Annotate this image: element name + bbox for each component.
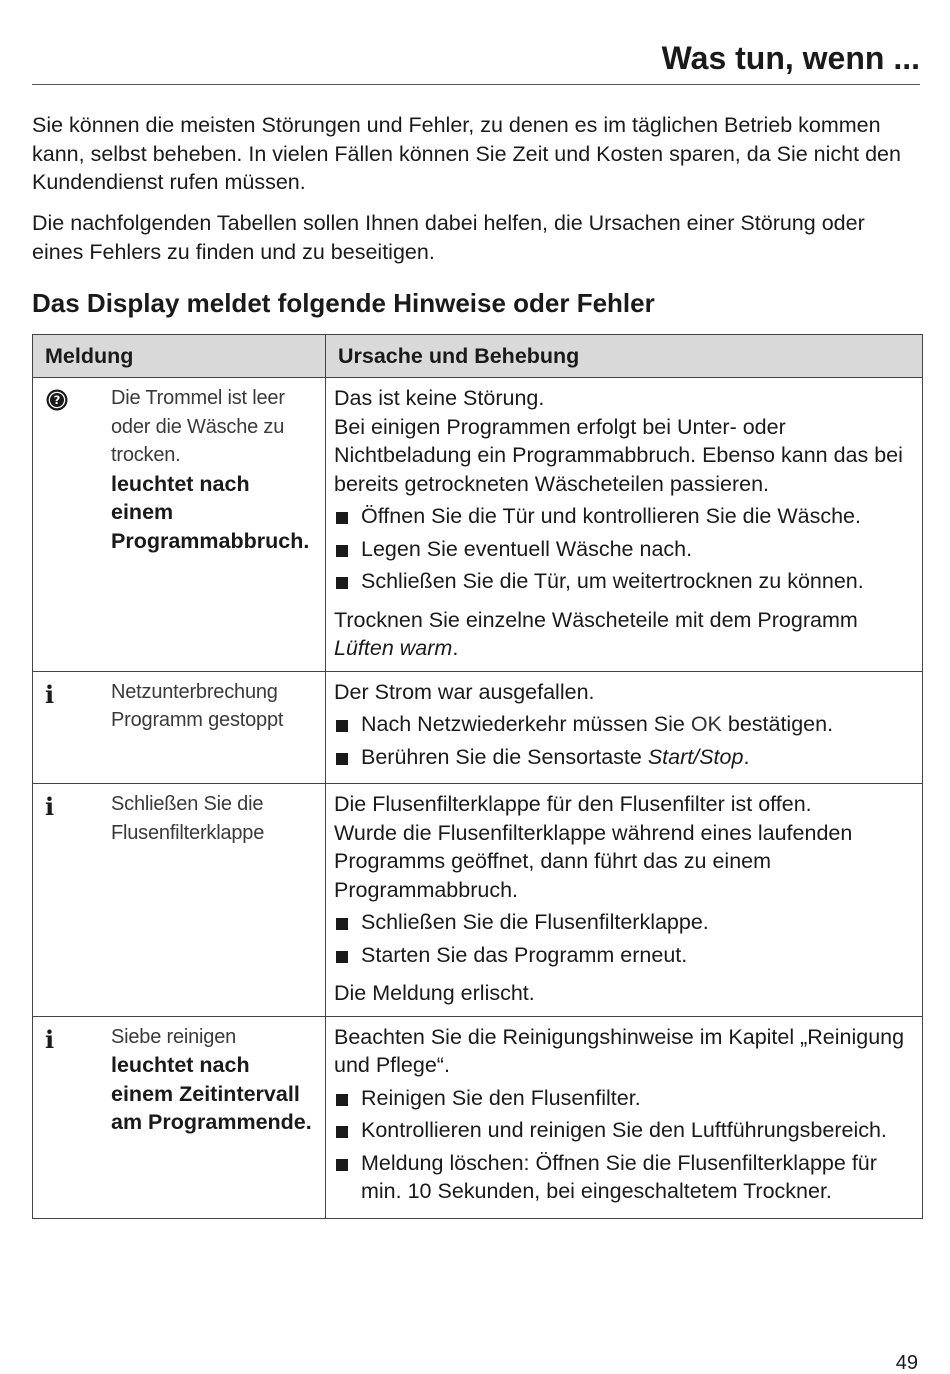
list-item: Meldung löschen: Öffnen Sie die Flusenfilterklappe für min. 10 Sekunden, bei eingeschaltetem Trockner. <box>334 1149 914 1206</box>
list-item: Berühren Sie die Sensortaste Start/Stop. <box>334 743 914 772</box>
column-header-ursache: Ursache und Behebung <box>326 335 923 378</box>
section-title: Das Display meldet folgende Hinweise oder Fehler <box>32 288 655 318</box>
list-item: Starten Sie das Programm erneut. <box>334 941 914 970</box>
table-row <box>33 671 923 784</box>
message-cell <box>33 784 326 1017</box>
error-table <box>32 334 923 1219</box>
table-row <box>33 378 923 672</box>
column-header-meldung: Meldung <box>33 335 326 378</box>
list-item: Kontrollieren und reinigen Sie den Luftführungsbereich. <box>334 1116 914 1145</box>
remedy-note: Trocknen Sie einzelne Wäscheteile mit dem Programm Lüften warm. <box>334 607 858 660</box>
display-message: Die Trommel ist leer oder die Wäsche zu trocken. <box>111 387 285 466</box>
page-title: Was tun, wenn ... <box>661 40 920 76</box>
cause-cell <box>326 1016 923 1218</box>
list-item: Schließen Sie die Tür, um weitertrocknen zu können. <box>334 567 914 596</box>
cause-text: Wurde die Flusenfilterklappe während eines laufenden Programms geöffnet, dann führt das zu einem Programmabbruch. <box>334 820 853 902</box>
cause-text: Die Flusenfilterklappe für den Flusenfilter ist offen. <box>334 792 812 816</box>
info-icon: i <box>45 679 55 709</box>
list-item: Schließen Sie die Flusenfilterklappe. <box>334 908 914 937</box>
display-message: Schließen Sie die Flusenfilterklappe <box>111 793 265 844</box>
display-message: Netzunterbrechung Programm gestoppt <box>111 680 284 731</box>
message-cell <box>33 671 326 784</box>
question-icon <box>45 388 69 412</box>
cause-text: Der Strom war ausgefallen. <box>334 679 595 704</box>
ok-key-label: OK <box>690 712 722 736</box>
table-row <box>33 784 923 1017</box>
display-message: Siebe reinigen <box>111 1025 237 1048</box>
page-number: 49 <box>895 1352 918 1374</box>
intro-paragraph-1: Sie können die meisten Störungen und Fehler, zu denen es im täglichen Betrieb kommen kann, selbst beheben. In vielen Fällen können Sie Zeit und Kosten sparen, da Sie nicht den Kundendienst rufen müssen. <box>32 113 901 194</box>
remedy-list <box>334 710 914 771</box>
cause-text: Beachten Sie die Reinigungshinweise im Kapitel „Reinigung und Pflege“. <box>334 1024 905 1077</box>
remedy-list <box>334 1084 914 1206</box>
remedy-list <box>334 502 914 596</box>
cause-cell <box>326 671 923 784</box>
list-item: Legen Sie eventuell Wäsche nach. <box>334 535 914 564</box>
header-divider <box>32 84 920 85</box>
remedy-list <box>334 908 914 969</box>
message-condition: leuchtet nach einem Zeitintervall am Programmende. <box>111 1053 312 1134</box>
cause-text: Das ist keine Störung. <box>334 386 545 410</box>
table-row <box>33 1016 923 1218</box>
message-condition: leuchtet nach einem Programmabbruch. <box>111 471 310 553</box>
list-item: Nach Netzwiederkehr müssen Sie OK bestätigen. <box>334 710 914 739</box>
message-cell <box>33 1016 326 1218</box>
cause-cell <box>326 378 923 672</box>
start-stop-key-label: Start/Stop <box>647 744 744 769</box>
info-icon: i <box>45 792 55 821</box>
remedy-note: Die Meldung erlischt. <box>334 981 535 1005</box>
list-item: Reinigen Sie den Flusenfilter. <box>334 1084 914 1113</box>
svg-text:?: ? <box>53 393 61 408</box>
cause-cell <box>326 784 923 1017</box>
list-item: Öffnen Sie die Tür und kontrollieren Sie die Wäsche. <box>334 502 914 531</box>
table-header-row <box>33 335 923 378</box>
message-cell <box>33 378 326 672</box>
intro-paragraph-2: Die nachfolgenden Tabellen sollen Ihnen dabei helfen, die Ursachen einer Störung oder eines Fehlers zu finden und zu beseitigen. <box>32 211 865 264</box>
cause-text: Bei einigen Programmen erfolgt bei Unter- oder Nichtbeladung ein Programmabbruch. Ebenso kann das bei bereits getrockneten Wäscheteilen passieren. <box>334 414 903 496</box>
info-icon: i <box>45 1024 55 1054</box>
